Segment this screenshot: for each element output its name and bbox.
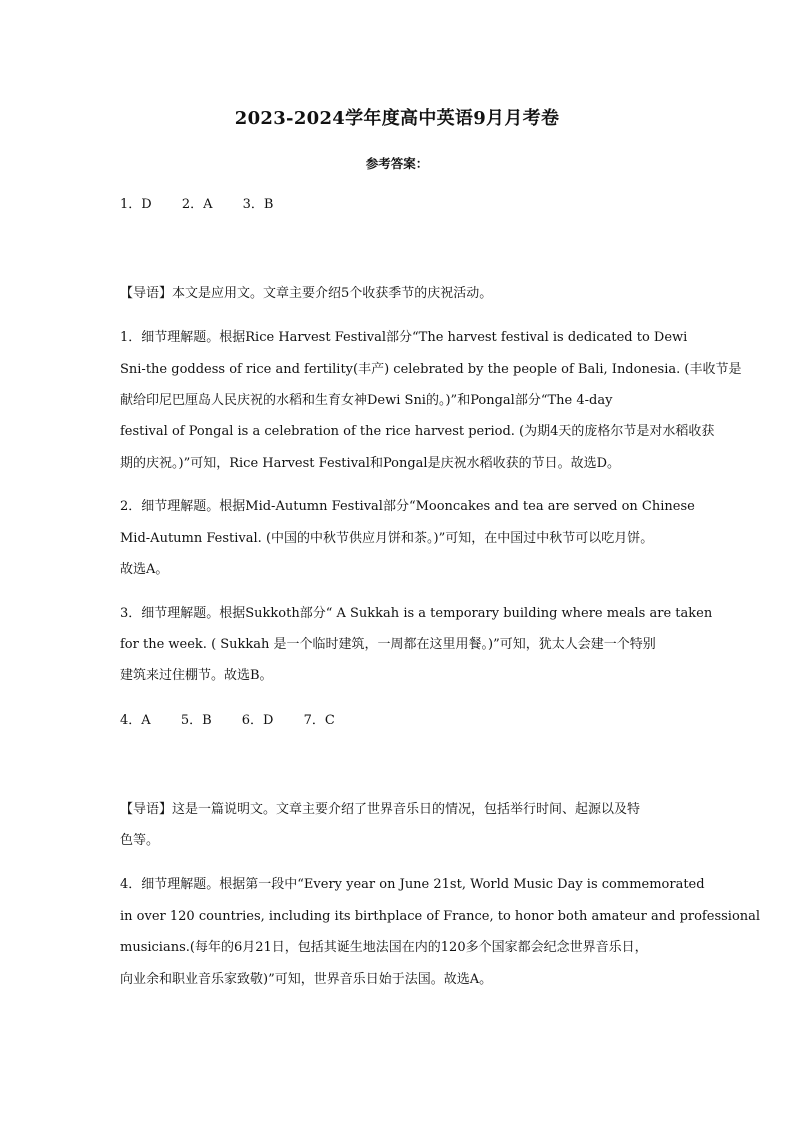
q3-line: 建筑来过住棚节。故选B。: [120, 668, 273, 683]
q1-line: 献给印尼巴厘岛人民庆祝的水稻和生育女神Dewi Sni的。)”和Pongal部分“The 4-day: [120, 393, 613, 408]
q4-line: in over 120 countries, including its birthplace of France, to honor both amateur and professional: [120, 909, 761, 924]
answer-key-heading: 参考答案：: [365, 156, 429, 171]
q4-line: 4．细节理解题。根据第一段中“Every year on June 21st, World Music Day is commemorated: [120, 877, 705, 892]
answer-item: 1．D: [120, 197, 152, 212]
answer-item: 4．A: [120, 713, 151, 728]
q4-line: musicians.(每年的6月21日，包括其诞生地法国在内的120多个国家都会纪念世界音乐日，: [120, 940, 648, 955]
guide-paragraph-2: 【导语】这是一篇说明文。文章主要介绍了世界音乐日的情况，包括举行时间、起源以及特: [120, 802, 641, 817]
q2-line: Mid-Autumn Festival. (中国的中秋节供应月饼和茶。)”可知，在中国过中秋节可以吃月饼。: [120, 531, 654, 546]
q2-line: 故选A。: [120, 562, 169, 577]
answer-item: 2．A: [181, 197, 213, 212]
answer-item: 5．B: [180, 713, 212, 728]
q1-line: 1．细节理解题。根据Rice Harvest Festival部分“The harvest festival is dedicated to Dewi: [120, 330, 688, 345]
q1-line: festival of Pongal is a celebration of the rice harvest period. (为期4天的庞格尔节是对水稻收获: [120, 424, 715, 439]
q3-line: for the week. ( Sukkah 是一个临时建筑，一周都在这里用餐。)”可知，犹太人会建一个特别: [120, 637, 656, 652]
page-title: 2023-2024学年度高中英语9月月考卷: [234, 108, 560, 129]
answer-item: 3．B: [242, 197, 274, 212]
answer-item: 7．C: [303, 713, 335, 728]
q1-line: 期的庆祝。)”可知，Rice Harvest Festival和Pongal是庆祝水稻收获的节日。故选D。: [120, 456, 621, 471]
guide-paragraph-2: 色等。: [120, 833, 160, 848]
answers-row-2: [120, 713, 680, 729]
q1-line: Sni-the goddess of rice and fertility(丰产) celebrated by the people of Bali, Indonesia. (丰收节是: [120, 362, 742, 377]
answers-row-1: [120, 197, 680, 213]
answer-item: 6．D: [241, 713, 274, 728]
q3-line: 3．细节理解题。根据Sukkoth部分“ A Sukkah is a temporary building where meals are taken: [120, 606, 713, 621]
q4-line: 向业余和职业音乐家致敬)”可知，世界音乐日始于法国。故选A。: [120, 972, 493, 987]
q2-line: 2．细节理解题。根据Mid-Autumn Festival部分“Mooncakes and tea are served on Chinese: [120, 499, 695, 514]
guide-paragraph-1: 【导语】本文是应用文。文章主要介绍5个收获季节的庆祝活动。: [120, 286, 493, 301]
